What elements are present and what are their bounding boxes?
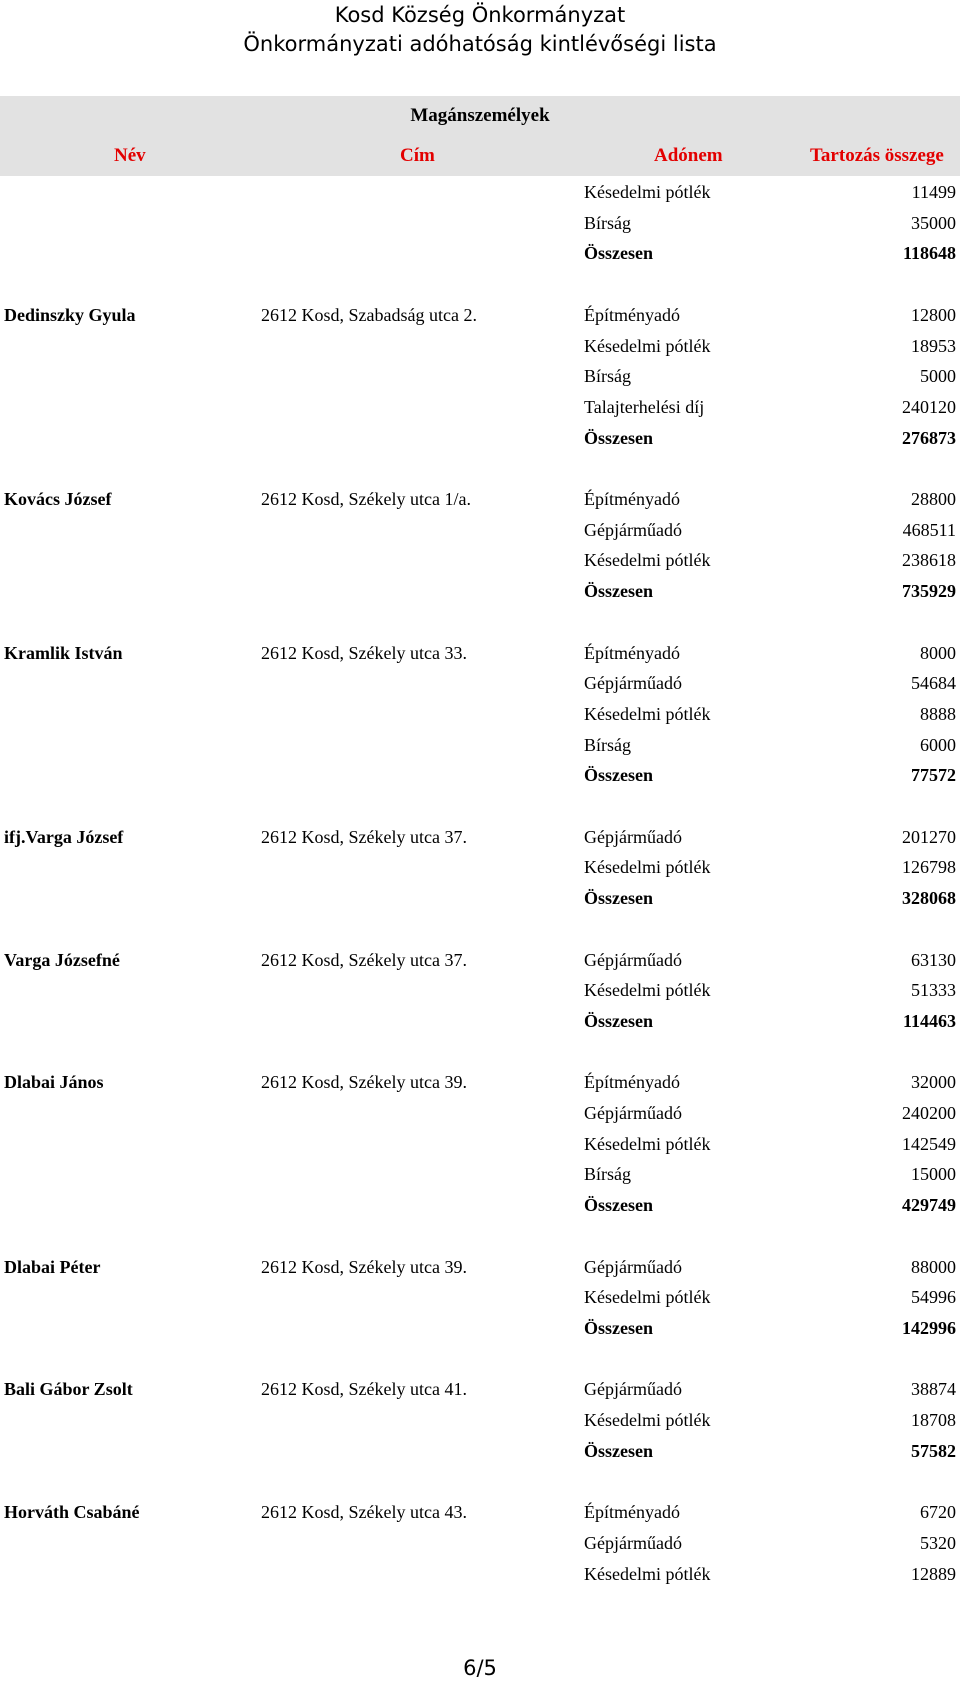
tax-line-row bbox=[0, 1098, 960, 1128]
municipality-name: Kosd Község Önkormányzat bbox=[334, 3, 626, 27]
column-header-amount: Tartozás összege bbox=[810, 145, 944, 166]
total-row bbox=[0, 238, 960, 268]
tax-amount: 15000 bbox=[911, 1164, 956, 1185]
total-label: Összesen bbox=[584, 581, 653, 602]
tax-line-row bbox=[0, 699, 960, 729]
tax-type: Bírság bbox=[584, 366, 631, 387]
tax-type: Építményadó bbox=[584, 489, 680, 509]
tax-amount: 6720 bbox=[920, 1502, 956, 1523]
tax-type: Késedelmi pótlék bbox=[584, 1287, 711, 1308]
tax-type: Bírság bbox=[584, 212, 631, 233]
tax-type: Építményadó bbox=[584, 1072, 680, 1093]
tax-line-row bbox=[0, 822, 960, 852]
tax-amount: 468511 bbox=[902, 519, 956, 540]
debtor-address: 2612 Kosd, Székely utca 39. bbox=[261, 1072, 467, 1093]
column-header-name: Név bbox=[114, 145, 146, 166]
tax-type: Késedelmi pótlék bbox=[584, 1410, 711, 1430]
tax-amount: 18953 bbox=[911, 335, 956, 356]
tax-line-row bbox=[0, 545, 960, 575]
tax-amount: 38874 bbox=[911, 1379, 956, 1400]
total-label: Összesen bbox=[584, 1317, 653, 1338]
tax-amount: 8888 bbox=[920, 703, 956, 724]
tax-amount: 238618 bbox=[902, 550, 956, 571]
tax-amount: 240200 bbox=[902, 1103, 956, 1123]
debtor-address: 2612 Kosd, Székely utca 43. bbox=[261, 1502, 467, 1523]
tax-type: Talajterhelési díj bbox=[584, 396, 705, 417]
total-row bbox=[0, 883, 960, 913]
total-label: Összesen bbox=[584, 1010, 653, 1031]
total-row bbox=[0, 1436, 960, 1466]
total-row bbox=[0, 576, 960, 606]
tax-amount: 240120 bbox=[902, 396, 956, 417]
tax-line-row bbox=[0, 208, 960, 238]
total-row bbox=[0, 1313, 960, 1343]
tax-type: Gépjárműadó bbox=[584, 1379, 682, 1400]
column-header-tax-type: Adónem bbox=[654, 145, 723, 166]
total-label: Összesen bbox=[584, 427, 653, 448]
total-label: Összesen bbox=[584, 243, 653, 264]
tax-amount: 8000 bbox=[920, 642, 956, 663]
tax-line-row bbox=[0, 1528, 960, 1558]
tax-amount: 126798 bbox=[902, 857, 956, 878]
document-title: Önkormányzati adóhatóság kintlévőségi lista bbox=[243, 32, 717, 56]
total-amount: 276873 bbox=[902, 427, 956, 448]
tax-type: Gépjárműadó bbox=[584, 1103, 682, 1123]
tax-amount: 5320 bbox=[920, 1532, 956, 1553]
total-row bbox=[0, 1190, 960, 1220]
tax-line-row bbox=[0, 1252, 960, 1282]
tax-type: Gépjárműadó bbox=[584, 826, 682, 847]
tax-line-row bbox=[0, 1067, 960, 1097]
total-row bbox=[0, 1006, 960, 1036]
tax-line-row bbox=[0, 668, 960, 698]
tax-amount: 5000 bbox=[920, 366, 956, 387]
tax-type: Késedelmi pótlék bbox=[584, 703, 711, 724]
debtor-name: Varga Józsefné bbox=[4, 949, 120, 970]
tax-amount: 54996 bbox=[911, 1287, 956, 1308]
tax-line-row bbox=[0, 975, 960, 1005]
debtor-name: Bali Gábor Zsolt bbox=[4, 1379, 133, 1400]
total-amount: 142996 bbox=[902, 1317, 956, 1338]
total-label: Összesen bbox=[584, 1195, 653, 1216]
tax-type: Gépjárműadó bbox=[584, 673, 682, 694]
tax-line-row bbox=[0, 177, 960, 207]
tax-amount: 12889 bbox=[911, 1563, 956, 1584]
total-amount: 429749 bbox=[902, 1195, 956, 1216]
tax-type: Építményadó bbox=[584, 304, 680, 325]
debtor-name: Dlabai Péter bbox=[4, 1256, 101, 1277]
tax-amount: 12800 bbox=[911, 304, 956, 325]
debtor-name: Dlabai János bbox=[4, 1072, 104, 1093]
debtor-name: Dedinszky Gyula bbox=[4, 304, 136, 325]
tax-amount: 6000 bbox=[920, 734, 956, 755]
tax-line-row bbox=[0, 1129, 960, 1159]
tax-type: Késedelmi pótlék bbox=[584, 335, 711, 356]
tax-line-row bbox=[0, 1159, 960, 1189]
debtor-name: ifj.Varga József bbox=[4, 826, 124, 847]
tax-amount: 88000 bbox=[911, 1256, 956, 1277]
debtor-address: 2612 Kosd, Székely utca 41. bbox=[261, 1379, 467, 1400]
tax-type: Gépjárműadó bbox=[584, 1256, 682, 1277]
debtor-name: Kramlik István bbox=[4, 642, 123, 663]
total-amount: 118648 bbox=[902, 243, 956, 264]
tax-amount: 35000 bbox=[911, 212, 956, 233]
tax-amount: 201270 bbox=[902, 826, 956, 847]
section-title: Magánszemélyek bbox=[410, 105, 550, 126]
debtor-name: Kovács József bbox=[4, 489, 112, 509]
tax-amount: 11499 bbox=[911, 182, 956, 202]
tax-type: Késedelmi pótlék bbox=[584, 182, 711, 202]
tax-type: Késedelmi pótlék bbox=[584, 1133, 711, 1154]
tax-amount: 142549 bbox=[902, 1133, 956, 1154]
tax-amount: 28800 bbox=[911, 489, 956, 509]
tax-line-row bbox=[0, 361, 960, 391]
tax-type: Építményadó bbox=[584, 1502, 680, 1523]
tax-type: Gépjárműadó bbox=[584, 1532, 682, 1553]
tax-line-row bbox=[0, 638, 960, 668]
tax-line-row bbox=[0, 484, 960, 514]
tax-type: Gépjárműadó bbox=[584, 519, 682, 540]
total-label: Összesen bbox=[584, 1440, 653, 1461]
tax-amount: 18708 bbox=[911, 1410, 956, 1430]
tax-line-row bbox=[0, 945, 960, 975]
tax-type: Késedelmi pótlék bbox=[584, 980, 711, 1001]
total-row bbox=[0, 423, 960, 453]
column-header-address: Cím bbox=[400, 145, 435, 166]
tax-line-row bbox=[0, 730, 960, 760]
debtor-address: 2612 Kosd, Székely utca 37. bbox=[261, 949, 467, 970]
debtor-address: 2612 Kosd, Szabadság utca 2. bbox=[261, 304, 477, 325]
debtor-address: 2612 Kosd, Székely utca 1/a. bbox=[261, 489, 471, 509]
debtor-address: 2612 Kosd, Székely utca 37. bbox=[261, 826, 467, 847]
tax-amount: 51333 bbox=[911, 980, 956, 1001]
tax-type: Bírság bbox=[584, 1164, 631, 1185]
total-amount: 57582 bbox=[911, 1440, 956, 1461]
tax-line-row bbox=[0, 300, 960, 330]
tax-type: Késedelmi pótlék bbox=[584, 1563, 711, 1584]
debtor-address: 2612 Kosd, Székely utca 33. bbox=[261, 642, 467, 663]
total-row bbox=[0, 760, 960, 790]
total-amount: 735929 bbox=[902, 581, 956, 602]
tax-line-row bbox=[0, 1559, 960, 1589]
tax-line-row bbox=[0, 1405, 960, 1435]
debtor-address: 2612 Kosd, Székely utca 39. bbox=[261, 1256, 467, 1277]
total-label: Összesen bbox=[584, 765, 653, 786]
tax-type: Gépjárműadó bbox=[584, 949, 682, 970]
debtor-name: Horváth Csabáné bbox=[4, 1502, 140, 1523]
tax-type: Késedelmi pótlék bbox=[584, 857, 711, 878]
total-label: Összesen bbox=[584, 888, 653, 909]
total-amount: 328068 bbox=[902, 888, 956, 909]
tax-amount: 63130 bbox=[911, 949, 956, 970]
tax-type: Építményadó bbox=[584, 642, 680, 663]
tax-amount: 54684 bbox=[911, 673, 956, 694]
tax-line-row bbox=[0, 392, 960, 422]
tax-type: Bírság bbox=[584, 734, 631, 755]
page-number: 6/5 bbox=[463, 1656, 497, 1680]
tax-amount: 32000 bbox=[911, 1072, 956, 1093]
tax-line-row bbox=[0, 331, 960, 361]
tax-line-row bbox=[0, 1282, 960, 1312]
total-amount: 114463 bbox=[902, 1010, 956, 1031]
tax-line-row bbox=[0, 1497, 960, 1527]
tax-line-row bbox=[0, 515, 960, 545]
total-amount: 77572 bbox=[911, 765, 956, 786]
tax-line-row bbox=[0, 1374, 960, 1404]
tax-line-row bbox=[0, 852, 960, 882]
tax-type: Késedelmi pótlék bbox=[584, 550, 711, 571]
